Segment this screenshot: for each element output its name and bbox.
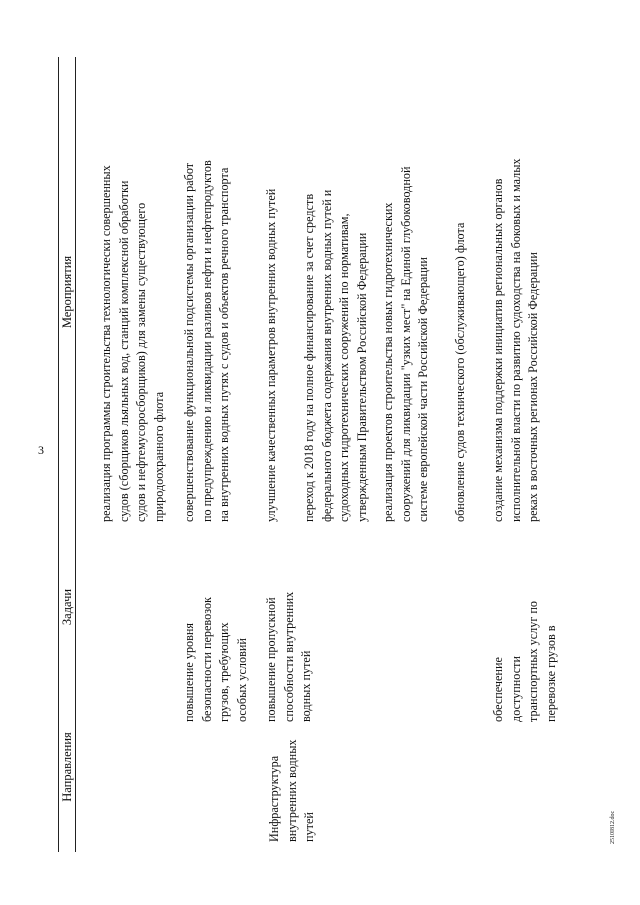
measure-fleet-program: реализация программы строительства технологически совершенных судов (сборщиков льяльных вод, станций комплексной обработки судов и нефтемусоросборщиков) для замены существующего природоохранного флота: [99, 165, 166, 522]
measure-waterway-quality: улучшение качественных параметров внутренних водных путей: [264, 188, 278, 522]
header-measures: Мероприятия: [60, 255, 74, 329]
direction-cell: Инфраструктура внутренних водных путей: [267, 739, 316, 842]
measure-tech-fleet: обновление судов технического (обслуживающего) флота: [453, 222, 467, 522]
task-safety: повышение уровня безопасности перевозок грузов, требующих особых условий: [182, 597, 249, 722]
task-capacity: повышение пропускной способности внутренних водных путей: [264, 591, 313, 722]
header-bottom-rule: [75, 57, 76, 852]
page-number: 3: [38, 443, 44, 457]
table-top-rule: [58, 57, 59, 852]
measure-oil-spill: совершенствование функциональной подсистемы организации работ по предупреждению и ликвидации разливов нефти и нефтепродуктов на внутренних водных путях с судов и объектов речного транспорта: [182, 160, 231, 522]
measure-financing: переход к 2018 году на полное финансирование за счет средств федерального бюджета содержания внутренних водных путей и судоходных гидротехнических сооружений по нормативам, утвержденным Правительством Российской Федерации: [302, 189, 369, 522]
header-tasks: Задачи: [60, 588, 74, 626]
measure-regional-support: создание механизма поддержки инициатив региональных органов исполнительной власти по развитию судоходства на боковых и малых реках в восточных регионах Российской Федерации: [491, 158, 540, 522]
measures-table: [58, 57, 578, 852]
footer-code: 2510I812.doc: [610, 810, 616, 844]
header-directions: Направления: [60, 732, 74, 802]
measure-hydro-structures: реализация проектов строительства новых гидротехнических сооружений для ликвидации "узких мест" на Единой глубоководной системе европейской части Российской Федерации: [381, 166, 430, 522]
task-accessibility: обеспечение доступности транспортных услуг по перевозке грузов в: [491, 601, 558, 722]
